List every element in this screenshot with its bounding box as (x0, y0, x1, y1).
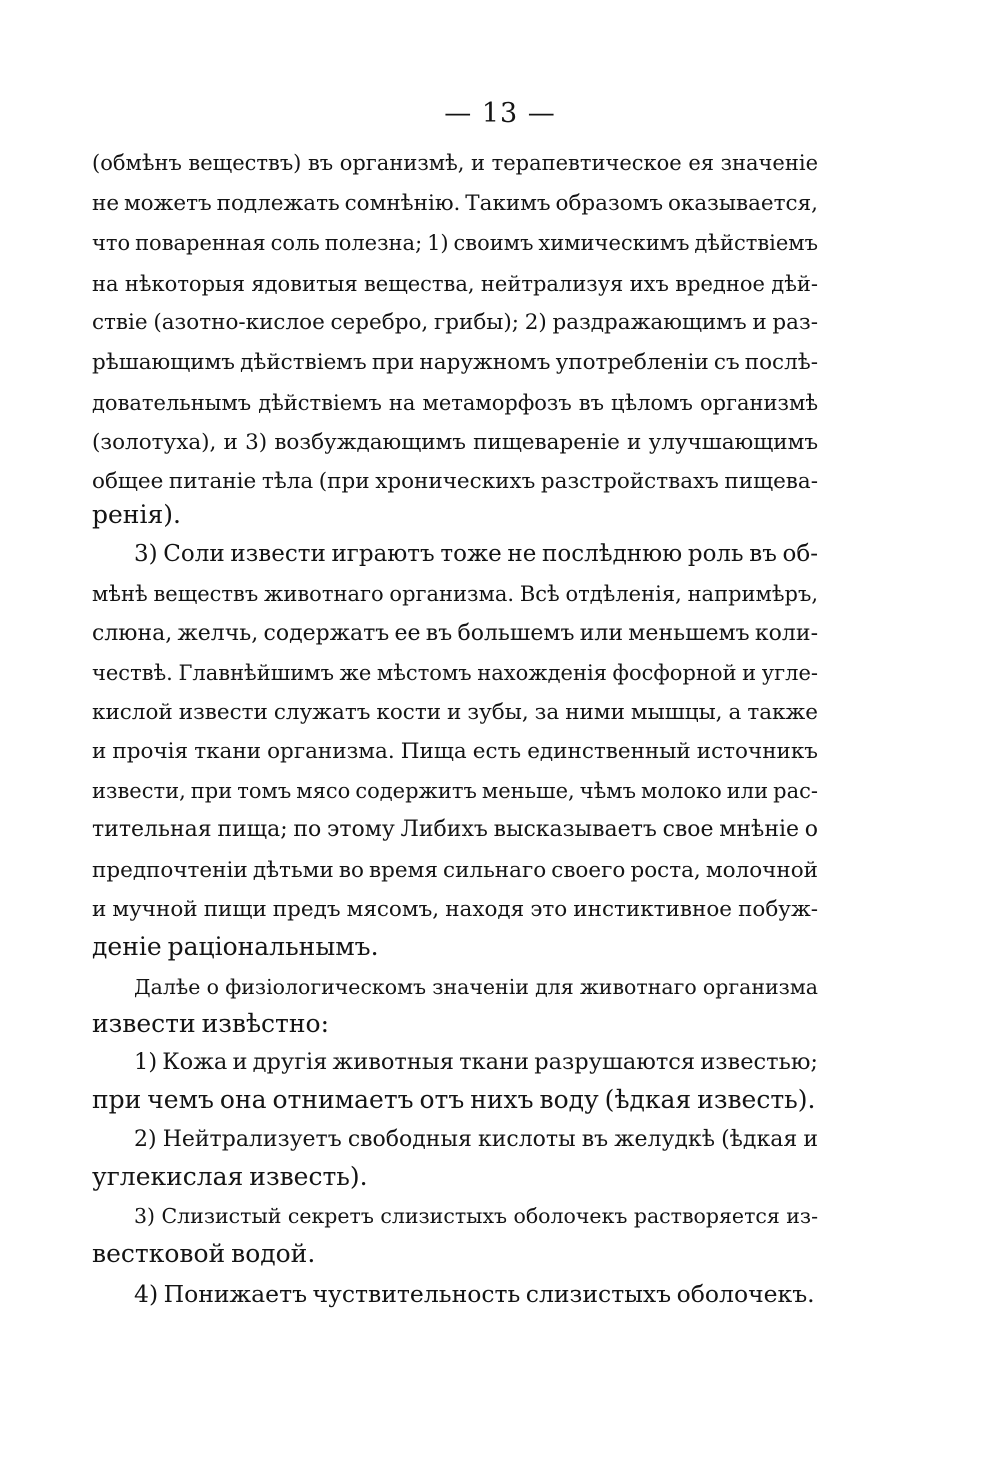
text-line: извести извѣстно: (92, 1009, 330, 1038)
text-line: предпочтеніи дѣтьми во время сильнаго своего роста, молочной (92, 858, 818, 883)
text-line: рѣшающимъ дѣйствіемъ при наружномъ употребленіи съ послѣ- (92, 350, 818, 375)
text-line: кислой извести служатъ кости и зубы, за ними мышцы, а также (92, 700, 818, 725)
text-line: извести, при томъ мясо содержитъ меньше, чѣмъ молоко или рас- (92, 779, 818, 803)
text-line: ренія). (92, 500, 181, 529)
page-number: — 13 — (444, 98, 556, 129)
text-line: чествѣ. Главнѣйшимъ же мѣстомъ нахожденія фосфорной и угле- (92, 661, 818, 685)
text-line: при чемъ она отнимаетъ отъ нихъ воду (ѣдкая известь). (92, 1085, 816, 1114)
text-line: 2) Нейтрализуетъ свободныя кислоты въ желудкѣ (ѣдкая и (134, 1127, 818, 1152)
text-line: на нѣкоторыя ядовитыя вещества, нейтрализуя ихъ вредное дѣй- (92, 272, 818, 296)
text-line: тительная пища; по этому Либихъ высказываетъ свое мнѣніе о (92, 817, 818, 842)
text-line: слюна, желчь, содержатъ ее въ большемъ или меньшемъ коли- (92, 621, 818, 646)
text-line: Далѣе о физіологическомъ значеніи для животнаго организма (134, 975, 818, 999)
text-line: деніе раціональнымъ. (92, 932, 379, 961)
text-line: вестковой водой. (92, 1239, 316, 1268)
text-line: что поваренная соль полезна; 1) своимъ химическимъ дѣйствіемъ (92, 231, 818, 255)
text-line: не можетъ подлежать сомнѣнію. Такимъ образомъ оказывается, (92, 191, 818, 216)
text-line: 3) Слизистый секретъ слизистыхъ оболочекъ растворяется из- (134, 1204, 818, 1228)
text-line: общее питаніе тѣла (при хроническихъ разстройствахъ пищева- (92, 469, 818, 494)
text-line: (обмѣнъ веществъ) въ организмѣ, и терапевтическое ея значеніе (92, 151, 818, 175)
text-line: 4) Понижаетъ чуствительность слизистыхъ оболочекъ. (134, 1280, 815, 1308)
text-line: 3) Соли извести играютъ тоже не послѣднюю роль въ об- (134, 541, 818, 567)
text-line: и прочія ткани организма. Пища есть единственный источникъ (92, 739, 818, 764)
text-line: ствіе (азотно-кислое серебро, грибы); 2) раздражающимъ и раз- (92, 310, 818, 335)
text-line: мѣнѣ веществъ животнаго организма. Всѣ отдѣленія, напримѣръ, (92, 582, 818, 606)
text-line: 1) Кожа и другія животныя ткани разрушаются известью; (134, 1049, 818, 1075)
text-line: углекислая известь). (92, 1162, 368, 1191)
text-line: довательнымъ дѣйствіемъ на метаморфозъ въ цѣломъ организмѣ (92, 391, 818, 415)
text-line: и мучной пищи предъ мясомъ, находя это инстиктивное побуж- (92, 897, 818, 922)
text-line: (золотуха), и 3) возбуждающимъ пищевареніе и улучшающимъ (92, 430, 818, 455)
